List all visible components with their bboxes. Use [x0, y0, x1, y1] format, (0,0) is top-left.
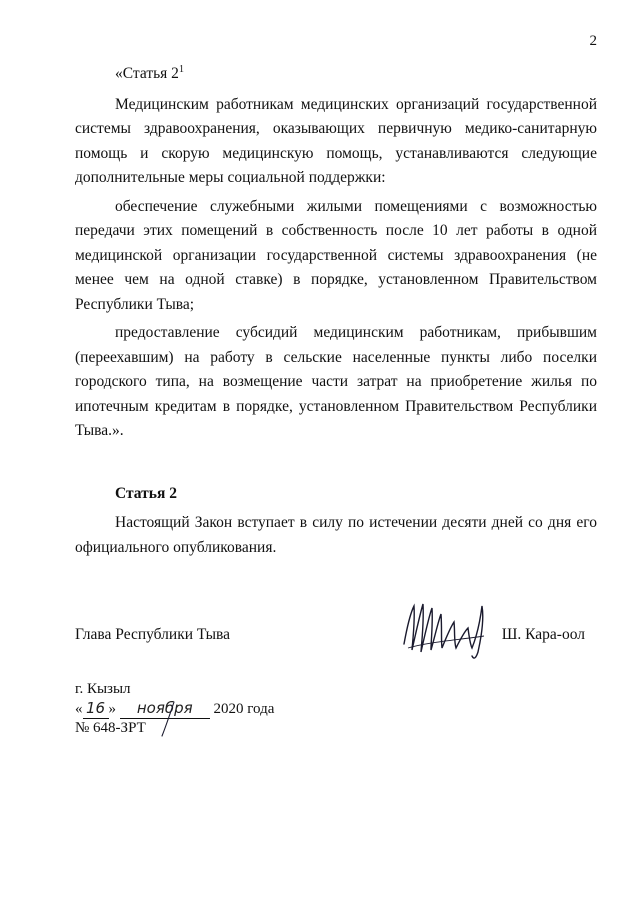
signatory-position: Глава Республики Тыва — [75, 626, 231, 643]
article-2-heading: Статья 2 — [115, 485, 177, 502]
signatory-name: Ш. Кара-оол — [501, 626, 585, 643]
city: г. Кызыл — [75, 681, 131, 697]
article-2-1-paragraph-1: Медицинским работникам медицинских организаций государственной системы здравоохранения, оказывающих первичную медико-санитарную помощь и скорую медицинскую помощь, устанавливаются следующие дополнительные меры социальной поддержки: — [75, 95, 597, 186]
article-2-1-paragraph-3: предоставление субсидий медицинским работникам, прибывшим (переехавшим) на работу в сельские населенные пункты либо поселки городского типа, на возмещение части затрат на приобретение жилья по ипотечным кредитам в порядке, установленном Правительством Республики Тыва.». — [75, 324, 597, 439]
article-2-text: Настоящий Закон вступает в силу по истечении десяти дней со дня его официального опубликования. — [75, 514, 597, 556]
handwritten-signature — [398, 592, 494, 662]
date-year: 2020 года — [213, 701, 275, 717]
article-2-1-heading-text: «Статья 2 — [115, 65, 179, 82]
article-2-1 — [75, 62, 597, 444]
article-2-1-heading — [75, 62, 597, 87]
date-month: ноября — [120, 699, 210, 719]
date-day: 16 — [83, 699, 109, 719]
date-close-quote: » — [108, 701, 116, 717]
article-2-1-heading-sup: 1 — [178, 64, 184, 75]
handwritten-stroke — [158, 700, 178, 738]
article-2-1-paragraph-2: обеспечение служебными жилыми помещениями с возможностью передачи этих помещений в собственность после 10 лет работы в одной медицинской организации государственной системы здравоохранения (не менее чем на одной ставке) в порядке, установленном Правительством Республики Тыва; — [75, 197, 597, 313]
law-number: № 648-ЗРТ — [75, 720, 146, 736]
date-open-quote: « — [75, 701, 83, 717]
page-number: 2 — [589, 33, 597, 49]
article-2 — [75, 485, 597, 560]
